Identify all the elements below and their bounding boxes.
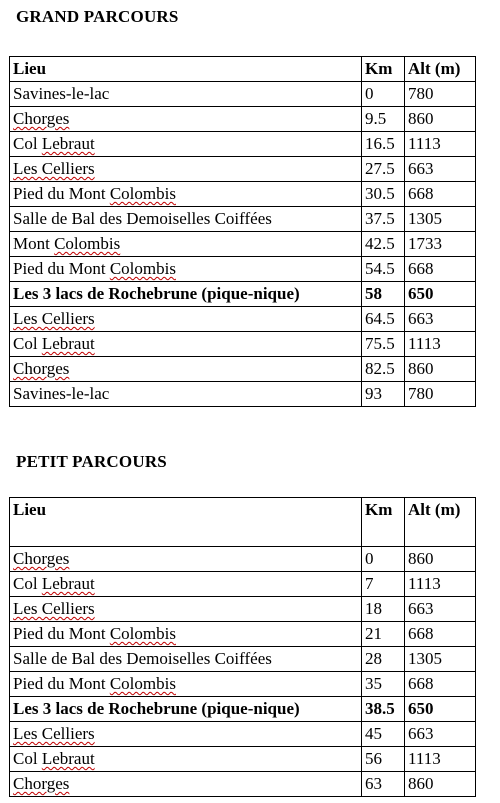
cell-km: 93 [362, 382, 405, 407]
cell-km: 30.5 [362, 182, 405, 207]
petit-parcours-title: PETIT PARCOURS [16, 452, 167, 471]
cell-alt: 1113 [405, 332, 476, 357]
cell-alt: 1113 [405, 572, 476, 597]
lieu-name-text: Chorges [13, 109, 70, 128]
cell-km: 45 [362, 722, 405, 747]
cell-lieu [10, 232, 362, 257]
table-header-row [10, 57, 476, 82]
table-row [10, 672, 476, 697]
cell-km: 21 [362, 622, 405, 647]
cell-lieu [10, 747, 362, 772]
lieu-name-text: Les Celliers [13, 599, 95, 618]
cell-km: 7 [362, 572, 405, 597]
cell-alt: 668 [405, 257, 476, 282]
lieu-text: Col [13, 334, 42, 353]
lieu-text: Pied du Mont [13, 184, 110, 203]
table-row [10, 207, 476, 232]
cell-lieu [10, 157, 362, 182]
cell-alt: 1305 [405, 207, 476, 232]
header-lieu: Lieu [10, 498, 362, 547]
grand-parcours-title: GRAND PARCOURS [16, 7, 179, 26]
cell-lieu [10, 182, 362, 207]
table-row [10, 382, 476, 407]
table-row [10, 747, 476, 772]
cell-km: 64.5 [362, 307, 405, 332]
table-row [10, 157, 476, 182]
lieu-text: Col [13, 749, 42, 768]
cell-km: 27.5 [362, 157, 405, 182]
lieu-name-text: Lebraut [41, 134, 95, 153]
cell-km: 38.5 [362, 697, 405, 722]
lieu-text: Salle de Bal des Demoiselles Coiffées [13, 649, 272, 668]
lieu-name-text: Chorges [13, 774, 70, 793]
cell-alt: 663 [405, 722, 476, 747]
cell-km: 75.5 [362, 332, 405, 357]
lieu-text: Pied du Mont [13, 624, 110, 643]
cell-alt: 1733 [405, 232, 476, 257]
cell-lieu [10, 622, 362, 647]
table-row [10, 257, 476, 282]
cell-km: 9.5 [362, 107, 405, 132]
cell-lieu [10, 132, 362, 157]
cell-lieu [10, 332, 362, 357]
cell-km: 18 [362, 597, 405, 622]
lieu-name-text: Colombis [109, 184, 176, 203]
cell-alt: 860 [405, 547, 476, 572]
header-alt: Alt (m) [405, 57, 476, 82]
cell-alt: 668 [405, 672, 476, 697]
lieu-text: Col [13, 574, 42, 593]
cell-lieu [10, 107, 362, 132]
lieu-name-text: Lebraut [41, 574, 95, 593]
lieu-text: Savines-le-lac [13, 384, 110, 403]
cell-alt: 663 [405, 157, 476, 182]
cell-alt: 780 [405, 382, 476, 407]
cell-alt: 668 [405, 182, 476, 207]
petit-parcours-table [9, 497, 476, 797]
lieu-text: Mont [13, 234, 55, 253]
lieu-note-text: (pique-nique) [201, 699, 300, 718]
cell-lieu [10, 672, 362, 697]
lieu-name-text: Lebraut [41, 749, 95, 768]
grand-parcours-table [9, 56, 476, 407]
lieu-name-text: Les Celliers [13, 309, 95, 328]
cell-alt: 663 [405, 307, 476, 332]
lieu-name-text: Lebraut [41, 334, 95, 353]
lieu-name-text: Chorges [13, 359, 70, 378]
header-lieu: Lieu [10, 57, 362, 82]
cell-alt: 780 [405, 82, 476, 107]
table-row [10, 182, 476, 207]
cell-lieu [10, 82, 362, 107]
lieu-text: Les 3 lacs de Rochebrune [13, 284, 202, 303]
cell-km: 0 [362, 82, 405, 107]
header-km: Km [362, 498, 405, 547]
table-row [10, 282, 476, 307]
lieu-name-text: Les Celliers [13, 159, 95, 178]
cell-alt: 860 [405, 357, 476, 382]
cell-alt: 663 [405, 597, 476, 622]
lieu-name-text: Les Celliers [13, 724, 95, 743]
table-row [10, 772, 476, 797]
cell-alt: 1113 [405, 747, 476, 772]
lieu-name-text: Colombis [109, 674, 176, 693]
cell-km: 54.5 [362, 257, 405, 282]
table-row [10, 597, 476, 622]
cell-alt: 1305 [405, 647, 476, 672]
cell-km: 35 [362, 672, 405, 697]
table-row [10, 357, 476, 382]
table-row [10, 232, 476, 257]
cell-lieu [10, 282, 362, 307]
cell-lieu [10, 547, 362, 572]
cell-km: 56 [362, 747, 405, 772]
table-row [10, 132, 476, 157]
cell-lieu [10, 572, 362, 597]
cell-km: 16.5 [362, 132, 405, 157]
lieu-name-text: Colombis [109, 624, 176, 643]
lieu-name-text: Colombis [54, 234, 121, 253]
cell-km: 63 [362, 772, 405, 797]
cell-km: 82.5 [362, 357, 405, 382]
cell-alt: 1113 [405, 132, 476, 157]
header-km: Km [362, 57, 405, 82]
cell-lieu [10, 597, 362, 622]
cell-km: 58 [362, 282, 405, 307]
lieu-text: Savines-le-lac [13, 84, 110, 103]
lieu-note-text: (pique-nique) [201, 284, 300, 303]
cell-alt: 650 [405, 697, 476, 722]
cell-lieu [10, 307, 362, 332]
cell-alt: 668 [405, 622, 476, 647]
lieu-text: Les 3 lacs de Rochebrune [13, 699, 202, 718]
lieu-text: Col [13, 134, 42, 153]
table-row [10, 647, 476, 672]
lieu-text: Salle de Bal des Demoiselles Coiffées [13, 209, 272, 228]
table-header-row [10, 498, 476, 547]
cell-lieu [10, 382, 362, 407]
table-row [10, 722, 476, 747]
cell-km: 37.5 [362, 207, 405, 232]
lieu-text: Pied du Mont [13, 259, 110, 278]
cell-alt: 860 [405, 772, 476, 797]
cell-lieu [10, 722, 362, 747]
lieu-name-text: Chorges [13, 549, 70, 568]
cell-lieu [10, 257, 362, 282]
table-row [10, 332, 476, 357]
table-row [10, 307, 476, 332]
cell-lieu [10, 647, 362, 672]
lieu-name-text: Colombis [109, 259, 176, 278]
table-row [10, 572, 476, 597]
table-row [10, 547, 476, 572]
table-row [10, 107, 476, 132]
table-row [10, 82, 476, 107]
cell-alt: 860 [405, 107, 476, 132]
cell-lieu [10, 772, 362, 797]
lieu-text: Pied du Mont [13, 674, 110, 693]
cell-alt: 650 [405, 282, 476, 307]
cell-km: 0 [362, 547, 405, 572]
cell-lieu [10, 697, 362, 722]
table-row [10, 697, 476, 722]
cell-km: 28 [362, 647, 405, 672]
cell-km: 42.5 [362, 232, 405, 257]
header-alt: Alt (m) [405, 498, 476, 547]
cell-lieu [10, 207, 362, 232]
cell-lieu [10, 357, 362, 382]
table-row [10, 622, 476, 647]
